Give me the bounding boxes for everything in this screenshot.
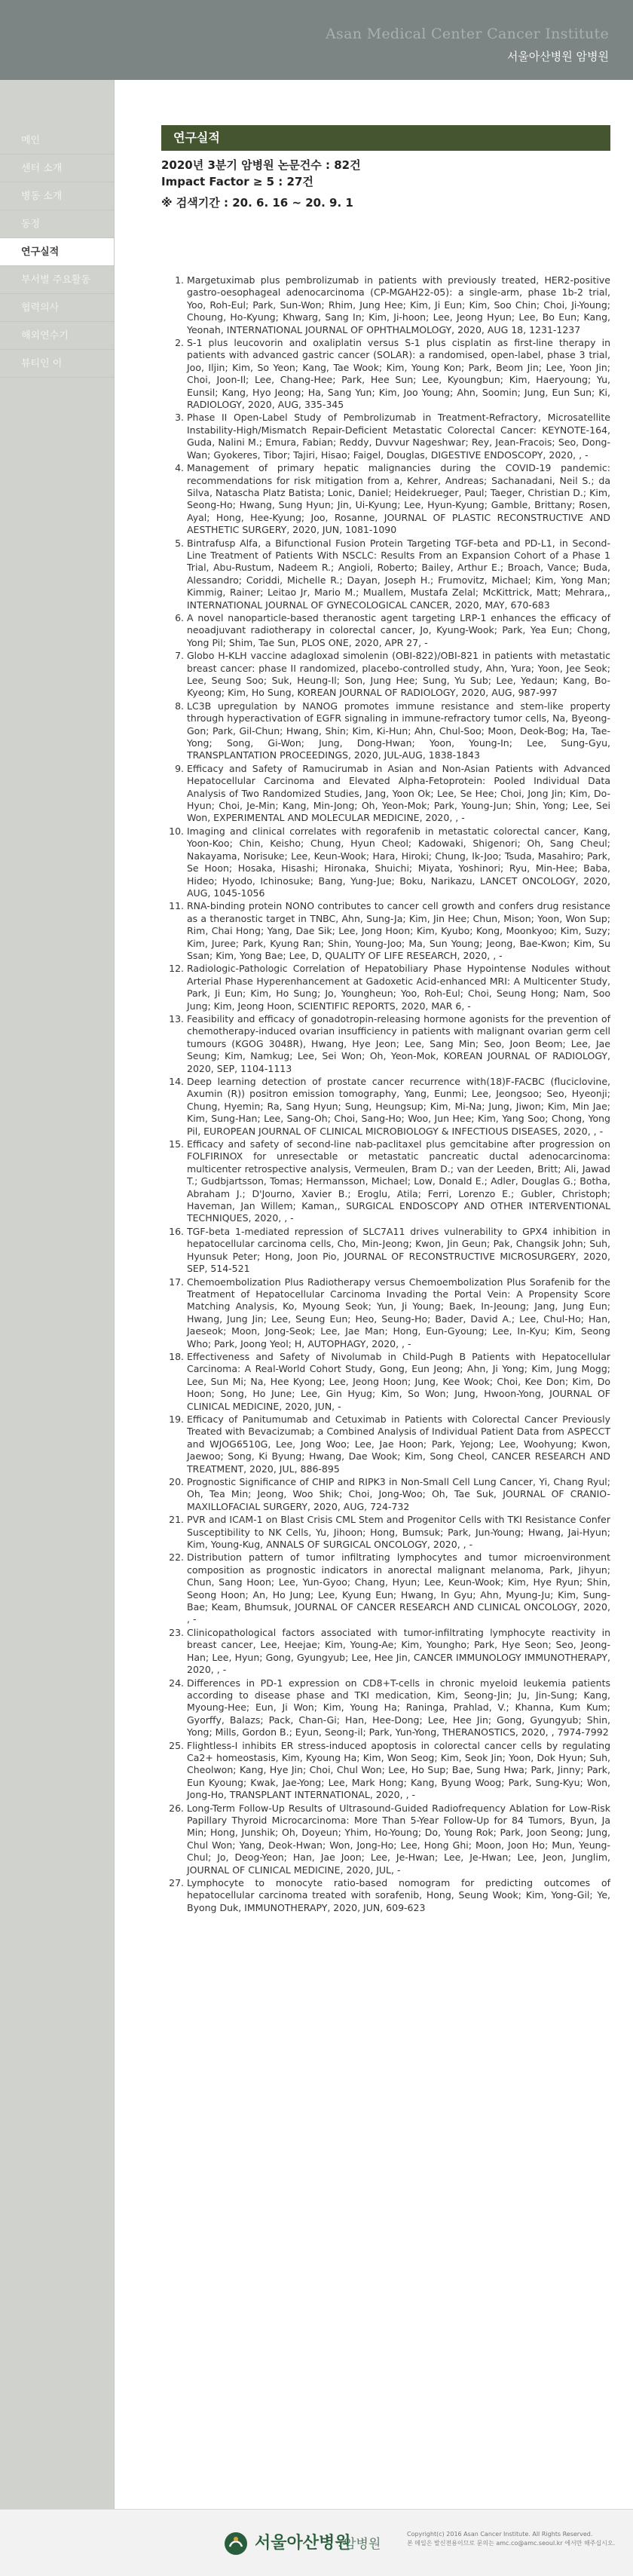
sidebar-item[interactable]: 동정 bbox=[0, 210, 114, 238]
sidebar-item[interactable]: 뷰티인 이 bbox=[0, 350, 114, 378]
paper-item: 14. Deep learning detection of prostate cancer recurrence with(18)F-FACBC (fluciclovine, Axumin (R)) positron emission tomography, Yang, Eunmi; Lee, Jeongsoo; Seo, Hyeonji; Chung, Hyemin; Ra, Sang Hyun; Sung, Heungsup; Kim, Mi-Na; Jung, Jiwon; Kim, Min Jae; Kim, Sung-Han; Lee, Sang-Oh; Choi, Sang-Ho; Woo, Jun Hee; Kim, Yang Soo; Chong, Yong Pil, EUROPEAN JOURNAL OF CLINICAL MICROBIOLOGY & INFECTIOUS DISEASES, 2020, , - bbox=[187, 1076, 610, 1138]
institution-name-en: Asan Medical Center Cancer Institute bbox=[326, 26, 609, 42]
paper-item: 24. Differences in PD-1 expression on CD8+T-cells in chronic myeloid leukemia patients according to disease phase and TKI medication, Kim, Seong-Jin; Ju, Jin-Sung; Kang, Myoung-Hee; Eun, Ji Won; Kim, Young Ha; Raninga, Prahlad, V.; Khanna, Kum Kum; Gyorffy, Balazs; Pack, Chan-Gi; Han, Hee-Dong; Lee, Hee Jin; Gong, Gyungyub; Shin, Yong; Mills, Gordon B.; Eyun, Seong-il; Park, Yun-Yong, THERANOSTICS, 2020, , 7974-7992 bbox=[187, 1677, 610, 1739]
paper-item: 6. A novel nanoparticle-based theranostic agent targeting LRP-1 enhances the efficacy of neoadjuvant radiotherapy in colorectal cancer, Jo, Kyung-Wook; Park, Yea Eun; Chong, Yong Pil; Shim, Tae Sun, PLOS ONE, 2020, APR 27, - bbox=[187, 612, 610, 649]
paper-item: 21. PVR and ICAM-1 on Blast Crisis CML Stem and Progenitor Cells with TKI Resistance Confer Susceptibility to NK Cells, Yu, Jihoon; Hong, Bumsuk; Park, Jun-Young; Hwang, Jai-Hyun; Kim, Young-Kug, ANNALS OF SURGICAL ONCOLOGY, 2020, , - bbox=[187, 1514, 610, 1551]
paper-item: 26. Long-Term Follow-Up Results of Ultrasound-Guided Radiofrequency Ablation for Low-Risk Papillary Thyroid Microcarcinoma: More Than 5-Year Follow-Up for 84 Tumors, Byun, Ja Min; Hong, Junshik; Oh, Doyeun; Yhim, Ho-Young; Do, Young Rok; Park, Joon Seong; Jung, Chul Won; Yang, Deok-Hwan; Won, Jong-Ho; Lee, Hong Ghi; Moon, Joon Ho; Mun, Yeung-Chul; Jo, Deog-Yeon; Han, Jae Joon; Lee, Je-Hwan; Lee, Je-Hwan; Lee, Jeon, Junglim, JOURNAL OF CLINICAL MEDICINE, 2020, JUL, - bbox=[187, 1803, 610, 1876]
copyright-text bbox=[407, 2530, 615, 2548]
cancer-center-logo-text: 암병원 bbox=[344, 2537, 381, 2552]
sidebar-item[interactable]: 센터 소개 bbox=[0, 155, 114, 182]
sidebar-item[interactable]: 협력의사 bbox=[0, 294, 114, 322]
paper-item: 10. Imaging and clinical correlates with regorafenib in metastatic colorectal cancer, Kang, Yoon-Koo; Chin, Keisho; Chung, Hyun Cheol; Kadowaki, Shigenori; Oh, Sang Cheul; Nakayama, Norisuke; Lee, Keun-Wook; Hara, Hiroki; Chung, Ik-Joo; Tsuda, Masahiro; Park, Se Hoon; Hosaka, Hisashi; Hironaka, Shuichi; Miyata, Yoshinori; Ryu, Min-Hee; Baba, Hideo; Hyodo, Ichinosuke; Bang, Yung-Jue; Boku, Narikazu, LANCET ONCOLOGY, 2020, AUG, 1045-1056 bbox=[187, 825, 610, 899]
paper-item: 1. Margetuximab plus pembrolizumab in patients with previously treated, HER2-positive gastro-oesophageal adenocarcinoma (CP-MGAH22-05): a single-arm, phase 1b-2 trial, Yoo, Roh-Eul; Park, Sun-Won; Rhim, Jung Hee; Kim, Ji Eun; Kim, Soo Chin; Choi, Ji-Young; Choung, Ho-Kyung; Khwarg, Sang In; Kim, Ji-hoon; Lee, Jeong Hyun; Lee, Bo Eun; Kang, Yeonah, INTERNATIONAL JOURNAL OF OPHTHALMOLOGY, 2020, AUG 18, 1231-1237 bbox=[187, 274, 610, 336]
main-content bbox=[161, 80, 610, 1915]
impact-factor-line: Impact Factor ≥ 5 : 27건 bbox=[161, 175, 313, 188]
sidebar-item[interactable]: 연구실적 bbox=[0, 238, 114, 266]
paper-item: 27. Lymphocyte to monocyte ratio-based nomogram for predicting outcomes of hepatocellular carcinoma treated with sorafenib, Hong, Seung Wook; Kim, Yong-Gil; Ye, Byong Duk, IMMUNOTHERAPY, 2020, JUN, 609-623 bbox=[187, 1877, 610, 1914]
paper-item: 2. S-1 plus leucovorin and oxaliplatin versus S-1 plus cisplatin as first-line therapy in patients with advanced gastric cancer (SOLAR): a randomised, open-label, phase 3 trial, Joo, Iljin; Kim, So Yeon; Kang, Tae Wook; Kim, Young Kon; Park, Beom Jin; Lee, Yoon Jin; Choi, Joon-Il; Lee, Chang-Hee; Park, Hee Sun; Lee, Kyoungbun; Kim, Haeryoung; Yu, Eunsil; Kang, Hyo Jeong; Ha, Sang Yun; Kim, Joo Young; Ahn, Soomin; Jung, Eun Sun; Ki, RADIOLOGY, 2020, AUG, 335-345 bbox=[187, 337, 610, 411]
sidebar-item[interactable]: 해외연수기 bbox=[0, 322, 114, 350]
institution-name-ko: 서울아산병원 암병원 bbox=[506, 50, 609, 63]
paper-item: 4. Management of primary hepatic malignancies during the COVID-19 pandemic: recommendations for risk mitigation from a, Kehrer, Andreas; Sachanadani, Neil S.; da Silva, Natascha Platz Batista; Lonic, Daniel; Heidekrueger, Paul; Taeger, Christian D.; Kim, Seong-Ho; Hwang, Sung Hyun; Jin, Ui-Kyung; Lee, Hyun-Kyung; Gamble, Brittany; Rosen, Ayal; Hong, Hee-Kyung; Joo, Rosanne, JOURNAL OF PLASTIC RECONSTRUCTIVE AND AESTHETIC SURGERY, 2020, JUN, 1081-1090 bbox=[187, 462, 610, 536]
paper-item: 20. Prognostic Significance of CHIP and RIPK3 in Non-Small Cell Lung Cancer, Yi, Chang Ryul; Oh, Tea Min; Jeong, Woo Shik; Choi, Jong-Woo; Oh, Tae Suk, JOURNAL OF CRANIO-MAXILLOFACIAL SURGERY, 2020, AUG, 724-732 bbox=[187, 1476, 610, 1513]
sidebar-item[interactable]: 메인 bbox=[0, 127, 114, 155]
paper-item: 25. Flightless-I inhibits ER stress-induced apoptosis in colorectal cancer cells by regulating Ca2+ homeostasis, Kim, Kyoung Ha; Kim, Won Seog; Kim, Seok Jin; Yoon, Dok Hyun; Suh, Cheolwon; Kang, Hye Jin; Choi, Chul Won; Lee, Ho Sup; Bae, Sung Hwa; Park, Jinny; Park, Eun Kyoung; Kwak, Jae-Yong; Lee, Mark Hong; Kang, Byung Woog; Park, Sung-Kyu; Won, Jong-Ho, TRANSPLANT INTERNATIONAL, 2020, , - bbox=[187, 1740, 610, 1802]
hospital-logo-icon bbox=[223, 2531, 249, 2556]
copyright-notice-line: 본 메일은 발신전용이므로 문의는 amc.co@amc.seoul.kr 에서만 해주십시오. bbox=[407, 2540, 616, 2547]
search-period: ※ 검색기간 : 20. 6. 16 ~ 20. 9. 1 bbox=[161, 196, 353, 210]
header-band bbox=[0, 0, 633, 80]
paper-item: 8. LC3B upregulation by NANOG promotes immune resistance and stem-like property through hyperactivation of EGFR signaling in immune-refractory tumor cells, Na, Byeong-Gon; Park, Gil-Chun; Hwang, Shin; Kim, Ki-Hun; Ahn, Chul-Soo; Moon, Deok-Bog; Ha, Tae-Yong; Song, Gi-Won; Jung, Dong-Hwan; Yoon, Young-In; Lee, Sung-Gyu, TRANSPLANTATION PROCEEDINGS, 2020, JUL-AUG, 1838-1843 bbox=[187, 700, 610, 762]
paper-item: 22. Distribution pattern of tumor infiltrating lymphocytes and tumor microenvironment composition as prognostic indicators in anorectal malignant melanoma, Park, Jihyun; Chun, Sang Hoon; Lee, Yun-Gyoo; Chang, Hyun; Lee, Keun-Wook; Kim, Hye Ryun; Shin, Seong Hoon; An, Ho Jung; Lee, Kyung Eun; Hwang, In Gyu; Ahn, Myung-Ju; Kim, Sung-Bae; Keam, Bhumsuk, JOURNAL OF CANCER RESEARCH AND CLINICAL ONCOLOGY, 2020, , - bbox=[187, 1551, 610, 1625]
sidebar-list bbox=[0, 127, 114, 378]
paper-item: 17. Chemoembolization Plus Radiotherapy versus Chemoembolization Plus Sorafenib for the Treatment of Hepatocellular Carcinoma Invading the Portal Vein: A Propensity Score Matching Analysis, Ko, Myoung Seok; Yun, Ji Young; Baek, In-Jeoung; Jang, Jung Eun; Hwang, Jung Jin; Lee, Seung Eun; Heo, Seung-Ho; Bader, David A.; Lee, Chul-Ho; Han, Jaeseok; Moon, Jong-Seok; Lee, Jae Man; Hong, Eun-Gyoung; Lee, In-Kyu; Kim, Seong Who; Park, Joong Yeol; H, AUTOPHAGY, 2020, , - bbox=[187, 1276, 610, 1350]
section-title-bar: 연구실적 bbox=[161, 125, 610, 151]
paper-item: 16. TGF-beta 1-mediated repression of SLC7A11 drives vulnerability to GPX4 inhibition in hepatocellular carcinoma cells, Cho, Min-Jeong; Kwon, Jin Geun; Pak, Changsik John; Suh, Hyunsuk Peter; Hong, Joon Pio, JOURNAL OF RECONSTRUCTIVE MICROSURGERY, 2020, SEP, 514-521 bbox=[187, 1226, 610, 1276]
paper-item: 13. Feasibility and efficacy of gonadotropin-releasing hormone agonists for the prevention of chemotherapy-induced ovarian insufficiency in patients with malignant ovarian germ cell tumours (KGOG 3048R), Hwang, Hye Jeon; Lee, Sang Min; Seo, Joon Beom; Lee, Jae Seung; Kim, Namkug; Lee, Sei Won; Oh, Yeon-Mok, KOREAN JOURNAL OF RADIOLOGY, 2020, SEP, 1104-1113 bbox=[187, 1013, 610, 1075]
paper-list bbox=[161, 274, 610, 1914]
paper-item: 11. RNA-binding protein NONO contributes to cancer cell growth and confers drug resistance as a theranostic target in TNBC, Ahn, Sung-Ja; Kim, Jin Hee; Chun, Mison; Yoon, Won Sup; Rim, Chai Hong; Yang, Dae Sik; Lee, Jong Hoon; Kim, Kyubo; Kong, Moonkyoo; Kim, Suzy; Kim, Juree; Park, Kyung Ran; Shin, Young-Joo; Ma, Sun Young; Jeong, Bae-Kwon; Kim, Su Ssan; Kim, Yong Bae; Lee, D, QUALITY OF LIFE RESEARCH, 2020, , - bbox=[187, 900, 610, 962]
paper-item: 18. Effectiveness and Safety of Nivolumab in Child-Pugh B Patients with Hepatocellular Carcinoma: A Real-World Cohort Study, Gong, Eun Jeong; Ahn, Ji Yong; Kim, Jung Mogg; Lee, Sun Mi; Na, Hee Kyong; Lee, Jeong Hoon; Jung, Kee Wook; Choi, Kee Don; Kim, Do Hoon; Song, Ho June; Lee, Gin Hyug; Kim, So Won; Jung, Hwoon-Yong, JOURNAL OF CLINICAL MEDICINE, 2020, JUN, - bbox=[187, 1351, 610, 1413]
paper-item: 7. Globo H-KLH vaccine adagloxad simolenin (OBI-822)/OBI-821 in patients with metastatic breast cancer: phase II randomized, placebo-controlled study, Ahn, Yura; Yoon, Jee Seok; Lee, Seung Soo; Suk, Heung-Il; Son, Jung Hee; Sung, Yu Sub; Lee, Yedaun; Kang, Bo-Kyeong; Kim, Ho Sung, KOREAN JOURNAL OF RADIOLOGY, 2020, AUG, 987-997 bbox=[187, 650, 610, 700]
paper-item: 9. Efficacy and Safety of Ramucirumab in Asian and Non-Asian Patients with Advanced Hepatocellular Carcinoma and Elevated Alpha-Fetoprotein: Pooled Individual Data Analysis of Two Randomized Studies, Jang, Yoon Ok; Lee, Se Hee; Choi, Jong Jin; Kim, Do-Hyun; Choi, Je-Min; Kang, Min-Jong; Oh, Yeon-Mok; Park, Young-Jun; Shin, Yong; Lee, Sei Won, EXPERIMENTAL AND MOLECULAR MEDICINE, 2020, , - bbox=[187, 763, 610, 825]
sidebar-item[interactable]: 부서별 주요활동 bbox=[0, 266, 114, 294]
paper-item: 12. Radiologic-Pathologic Correlation of Hepatobiliary Phase Hypointense Nodules without Arterial Phase Hyperenhancement at Gadoxetic Acid-enhanced MRI: A Multicenter Study, Park, Ji Eun; Kim, Ho Sung; Jo, Youngheun; Yoo, Roh-Eul; Choi, Seung Hong; Nam, Soo Jung; Kim, Jeong Hoon, SCIENTIFIC REPORTS, 2020, MAR 6, - bbox=[187, 963, 610, 1012]
paper-item: 3. Phase II Open-Label Study of Pembrolizumab in Treatment-Refractory, Microsatellite Instability-High/Mismatch Repair-Deficient Metastatic Colorectal Cancer: KEYNOTE-164, Guda, Nalini M.; Emura, Fabian; Reddy, Duvvur Nageshwar; Rey, Jean-Fracois; Seo, Dong-Wan; Gyokeres, Tibor; Tajiri, Hisao; Faigel, Douglas, DIGESTIVE ENDOSCOPY, 2020, , - bbox=[187, 412, 610, 461]
copyright-line: Copyright(c) 2016 Asan Cancer Institute. All Rights Reserved. bbox=[407, 2531, 593, 2538]
paper-item: 15. Efficacy and safety of second-line nab-paclitaxel plus gemcitabine after progression on FOLFIRINOX for unresectable or metastatic pancreatic ductal adenocarcinoma: multicenter retrospective analysis, Vermeulen, Bram D.; van der Leeden, Britt; Ali, Jawad T.; Gudbjartsson, Tomas; Hermansson, Michael; Low, Donald E.; Adler, Douglas G.; Botha, Abraham J.; D'Journo, Xavier B.; Eroglu, Atila; Ferri, Lorenzo E.; Gubler, Christoph; Haveman, Jan Willem; Kaman,, SURGICAL ENDOSCOPY AND OTHER INTERVENTIONAL TECHNIQUES, 2020, , - bbox=[187, 1138, 610, 1225]
paper-item: 5. Bintrafusp Alfa, a Bifunctional Fusion Protein Targeting TGF-beta and PD-L1, in Second-Line Treatment of Patients With NSCLC: Results From an Expansion Cohort of a Phase 1 Trial, Abu-Rustum, Nadeem R.; Angioli, Roberto; Bailey, Arthur E.; Broach, Vance; Buda, Alessandro; Coriddi, Michelle R.; Dayan, Joseph H.; Frumovitz, Michael; Kim, Yong Man; Kimmig, Rainer; Leitao Jr, Mario M.; Muallem, Mustafa Zelal; McKittrick, Matt; Mehrara,, INTERNATIONAL JOURNAL OF GYNECOLOGICAL CANCER, 2020, MAY, 670-683 bbox=[187, 538, 610, 611]
paper-item: 23. Clinicopathological factors associated with tumor-infiltrating lymphocyte reactivity in breast cancer, Lee, Heejae; Kim, Young-Ae; Kim, Youngho; Park, Hye Seon; Seo, Jeong-Han; Lee, Hyun; Gong, Gyungyub; Lee, Hee Jin, CANCER IMMUNOLOGY IMMUNOTHERAPY, 2020, , - bbox=[187, 1627, 610, 1677]
summary-title: 2020년 3분기 암병원 논문건수 : 82건 bbox=[161, 158, 361, 172]
footer bbox=[0, 2509, 633, 2576]
sidebar-item[interactable]: 병동 소개 bbox=[0, 182, 114, 210]
paper-item: 19. Efficacy of Panitumumab and Cetuximab in Patients with Colorectal Cancer Previously Treated with Bevacizumab; a Combined Analysis of Individual Patient Data from ASPECCT and WJOG6510G, Lee, Jong Woo; Lee, Jae Hoon; Park, Yejong; Lee, Woohyung; Kwon, Jaewoo; Song, Ki Byung; Hwang, Dae Wook; Kim, Song Cheol, CANCER RESEARCH AND TREATMENT, 2020, JUL, 886-895 bbox=[187, 1414, 610, 1475]
hospital-logo-text: 서울아산병원 bbox=[255, 2534, 351, 2553]
sidebar-nav bbox=[0, 80, 115, 2576]
